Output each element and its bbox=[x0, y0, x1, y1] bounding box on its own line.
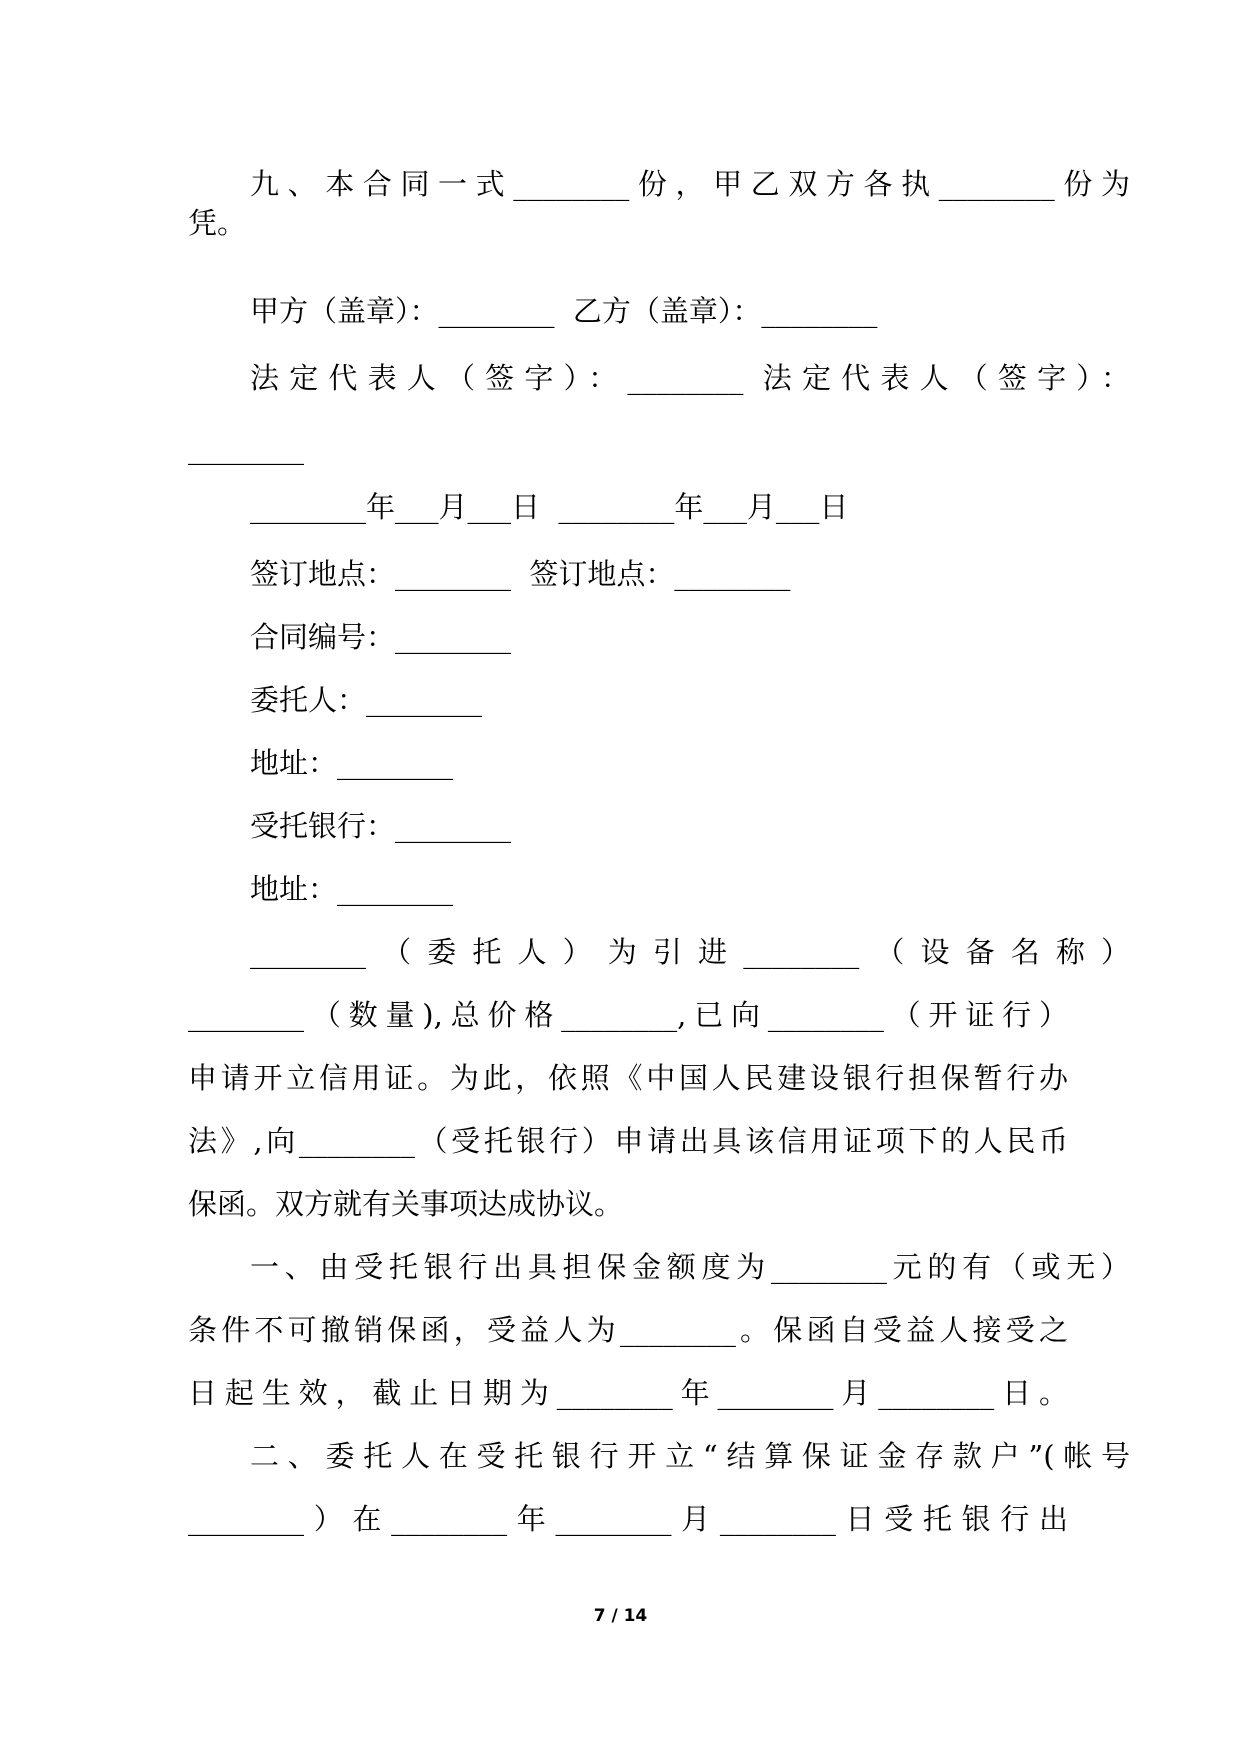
client-line: 委托人：________ bbox=[250, 683, 483, 717]
clause-line: 二、委托人在受托银行开立“结算保证金存款户”(帐号 bbox=[250, 1439, 1130, 1473]
clause-line: ________）在________年________月________日受托银行出 bbox=[188, 1502, 1068, 1536]
contract-number-line: 合同编号：________ bbox=[250, 620, 512, 654]
text-line: 凭。 bbox=[188, 206, 247, 240]
clause-line: 一、由受托银行出具担保金额度为________元的有（或无） bbox=[250, 1250, 1130, 1284]
address-line: 地址：________ bbox=[250, 746, 454, 780]
date-line: ________年___月___日 ________年___月___日 bbox=[250, 490, 849, 524]
signing-place-line: 签订地点：________ 签订地点：________ bbox=[250, 557, 791, 591]
address-line: 地址：________ bbox=[250, 872, 454, 906]
trustee-bank-line: 受托银行：________ bbox=[250, 809, 512, 843]
paragraph-line: 保函。双方就有关事项达成协议。 bbox=[188, 1187, 624, 1221]
paragraph-line: ________（数量),总价格________,已向________（开证行） bbox=[188, 998, 1068, 1032]
signature-line-legal-representative: 法定代表人（签字）：________ 法定代表人（签字）： bbox=[250, 361, 1130, 395]
paragraph-line: ________（委托人）为引进________（设备名称） bbox=[250, 935, 1130, 969]
paragraph-line: 法》,向________（受托银行）申请出具该信用证项下的人民币 bbox=[188, 1124, 1068, 1158]
text-line: ________ bbox=[188, 431, 304, 465]
text-line: 九、本合同一式________份，甲乙双方各执________份为 bbox=[250, 167, 1130, 201]
signature-line-party-seal: 甲方（盖章）：________ 乙方（盖章）：________ bbox=[250, 294, 878, 328]
clause-line: 日起生效，截止日期为________年________月________日。 bbox=[188, 1376, 1068, 1410]
page-number: 7 / 14 bbox=[593, 1606, 648, 1626]
clause-line: 条件不可撤销保函，受益人为________。保函自受益人接受之 bbox=[188, 1313, 1068, 1347]
paragraph-line: 申请开立信用证。为此，依照《中国人民建设银行担保暂行办 bbox=[188, 1061, 1068, 1095]
